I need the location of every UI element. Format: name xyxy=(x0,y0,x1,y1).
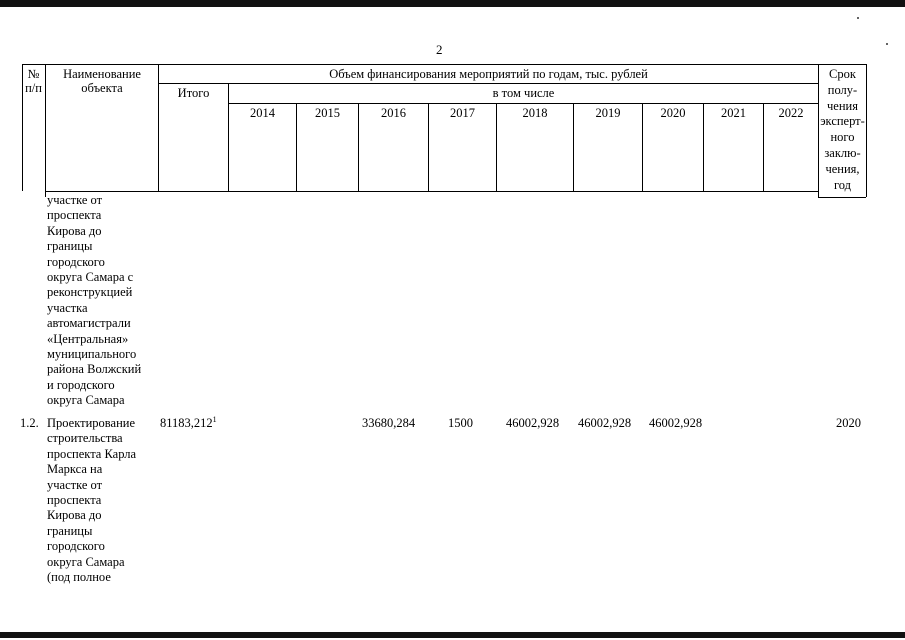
footnote-mark: 1 xyxy=(212,414,217,424)
text-line: реконструкцией xyxy=(47,285,133,300)
text-line: Кирова до xyxy=(47,508,102,523)
text-line: округа Самара xyxy=(47,393,125,408)
text-line: границы xyxy=(47,239,93,254)
text-line: городского xyxy=(47,539,105,554)
text-line: района Волжский xyxy=(47,362,142,377)
header-year-2018: 2018 xyxy=(522,106,548,120)
text-line: Маркса на xyxy=(47,462,103,477)
text-line: округа Самара xyxy=(47,554,125,569)
header-year-2022: 2022 xyxy=(778,106,804,120)
text-line: автомагистрали xyxy=(47,316,131,331)
text-line: округа Самара с xyxy=(47,270,134,285)
row-value-2017: 1500 xyxy=(448,416,473,430)
row-value-2018: 46002,928 xyxy=(506,416,560,430)
text-line: муниципального xyxy=(47,347,137,362)
header-including: в том числе xyxy=(492,86,555,100)
text-line: Кирова до xyxy=(47,223,102,238)
header-total: Итого xyxy=(177,86,210,100)
header-year-2014: 2014 xyxy=(250,106,275,120)
scan-border-bottom xyxy=(0,632,905,638)
text-line: участке от xyxy=(47,193,103,207)
row-total-value: 81183,212 xyxy=(160,416,213,430)
text-line: «Центральная» xyxy=(47,331,129,346)
header-year-2020: 2020 xyxy=(660,106,686,120)
text-line: границы xyxy=(47,523,93,538)
text-line: (под полное xyxy=(47,570,111,585)
row-object-name xyxy=(47,416,136,585)
text-line: и городского xyxy=(47,377,115,392)
text-line: участка xyxy=(47,300,88,315)
header-year-2017: 2017 xyxy=(450,106,475,120)
row-total xyxy=(160,416,217,431)
text-line: участке от xyxy=(47,477,103,492)
text-line: строительства xyxy=(47,431,123,446)
header-number: № п/п xyxy=(25,67,42,95)
row-number: 1.2. xyxy=(20,416,39,430)
row-value-2020: 46002,928 xyxy=(649,416,703,430)
row-value-2016: 33680,284 xyxy=(362,416,416,430)
header-object-name: Наименование объекта xyxy=(63,67,141,95)
header-year-2015: 2015 xyxy=(315,106,340,120)
header-funding-title: Объем финансирования мероприятий по годам, тыс. рублей xyxy=(329,67,648,81)
text-line: Проектирование xyxy=(47,416,136,430)
header-year-2021: 2021 xyxy=(721,106,746,120)
text-line: проспекта xyxy=(47,493,102,508)
header-year-2019: 2019 xyxy=(595,106,621,120)
row-value-2019: 46002,928 xyxy=(578,416,632,430)
continuation-text xyxy=(47,193,141,409)
header-year-2016: 2016 xyxy=(381,106,406,120)
header-deadline: Срок полу- чения эксперт- ного заклю- чения, год xyxy=(820,67,865,192)
text-line: проспекта Карла xyxy=(47,446,137,461)
row-deadline: 2020 xyxy=(836,416,861,430)
page-number: 2 xyxy=(436,42,443,57)
text-line: городского xyxy=(47,254,105,269)
text-line: проспекта xyxy=(47,208,102,223)
